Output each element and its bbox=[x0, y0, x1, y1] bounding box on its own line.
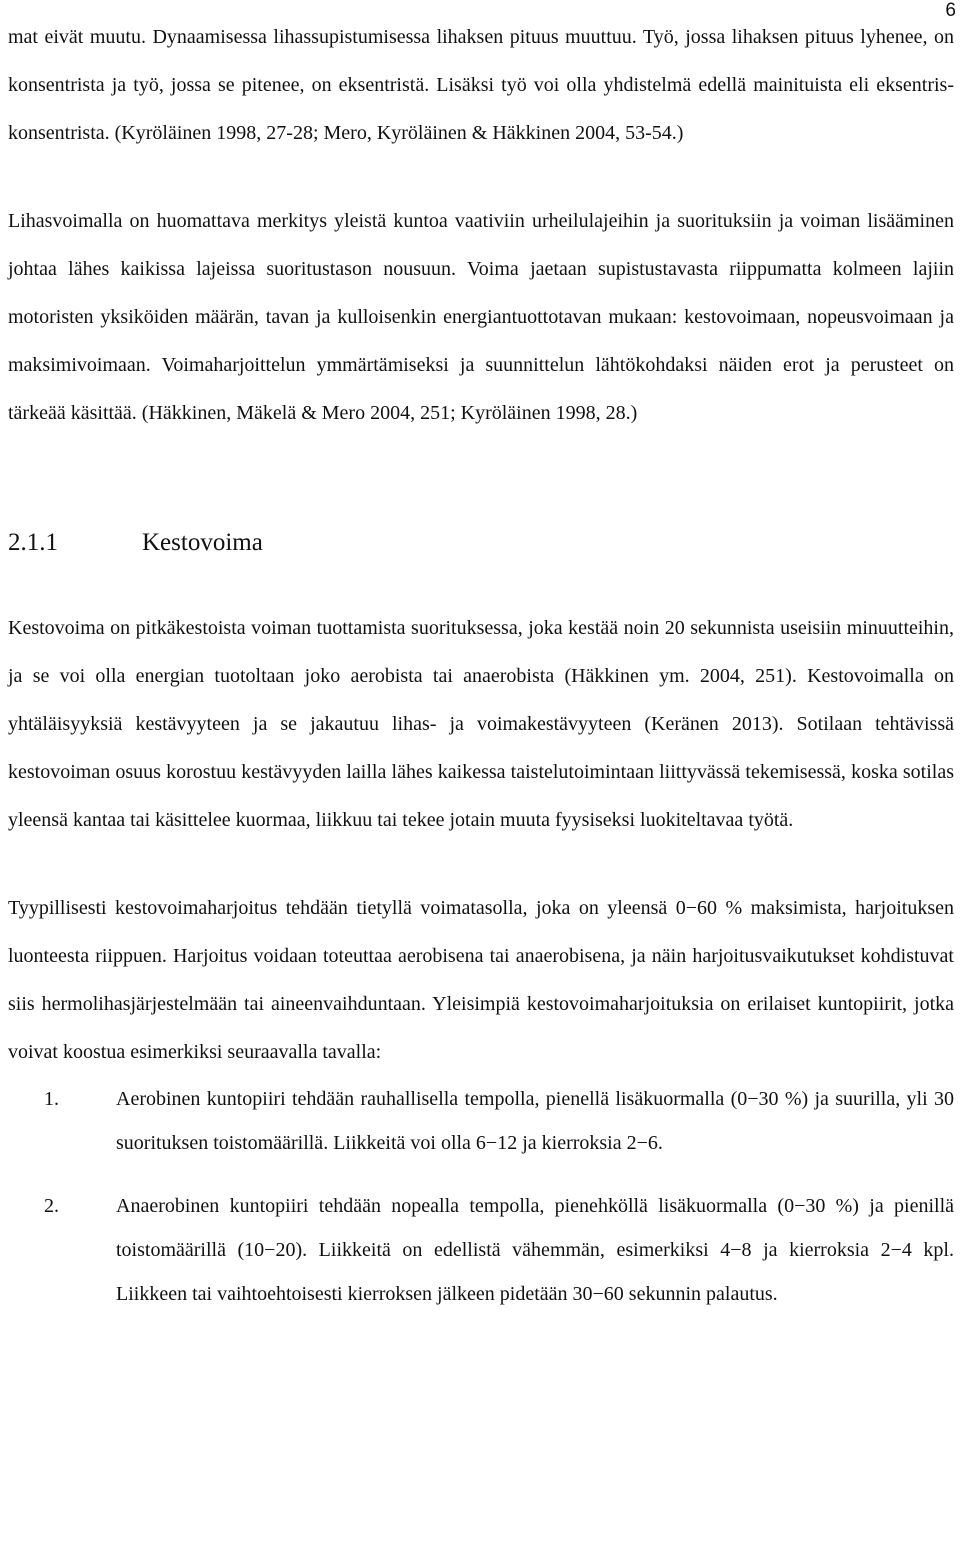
section-title: Kestovoima bbox=[142, 529, 263, 556]
document-body bbox=[8, 13, 954, 1316]
section-number: 2.1.1 bbox=[8, 529, 58, 556]
list-item bbox=[8, 1184, 954, 1316]
list-item-number: 2. bbox=[44, 1195, 59, 1217]
paragraph-muscle-strength: Lihasvoimalla on huomattava merkitys yleistä kuntoa vaativiin urheilulajeihin ja suorituksiin ja voiman lisääminen johtaa lähes kaikissa lajeissa suoritustason nousuun. Voima jaetaan supistustavasta riippumatta kolmeen lajiin motoristen yksiköiden määrän, tavan ja kulloisenkin energiantuottotavan mukaan: kestovoimaan, nopeusvoimaan ja maksimivoimaan. Voimaharjoittelun ymmärtämiseksi ja suunnittelun lähtökohdaksi näiden erot ja perusteet on tärkeää käsittää. (Häkkinen, Mäkelä & Mero 2004, 251; Kyröläinen 1998, 28.) bbox=[8, 210, 954, 424]
list-item-text: Anaerobinen kuntopiiri tehdään nopealla tempolla, pienehköllä lisäkuormalla (0−30 %) ja pienillä toistomäärillä (10−20). Liikkeitä on edellistä vähemmän, esimerkiksi 4−8 ja kierroksia 2−4 kpl. Liikkeen tai vaihtoehtoisesti kierroksen jälkeen pidetään 30−60 sekunnin palautus. bbox=[116, 1195, 954, 1305]
paragraph-endurance-training: Tyypillisesti kestovoimaharjoitus tehdään tietyllä voimatasolla, joka on yleensä 0−60 % maksimista, harjoituksen luonteesta riippuen. Harjoitus voidaan toteuttaa aerobisena tai anaerobisena, ja näin harjoitusvaikutukset kohdistuvat siis hermolihasjärjestelmään tai aineenvaihduntaan. Yleisimpiä kestovoimaharjoituksia on erilaiset kuntopiirit, jotka voivat koostua esimerkiksi seuraavalla tavalla: bbox=[8, 897, 954, 1063]
list-item-text: Aerobinen kuntopiiri tehdään rauhallisella tempolla, pienellä lisäkuormalla (0−30 %) ja suurilla, yli 30 suorituksen toistomäärillä. Liikkeitä voi olla 6−12 ja kierroksia 2−6. bbox=[116, 1088, 954, 1154]
page-number: 6 bbox=[945, 0, 956, 21]
list-item bbox=[8, 1077, 954, 1165]
circuit-training-list bbox=[8, 1077, 954, 1316]
paragraph-muscle-contraction: mat eivät muutu. Dynaamisessa lihassupistumisessa lihaksen pituus muuttuu. Työ, jossa lihaksen pituus lyhenee, on konsentrista ja työ, jossa se pitenee, on eksentristä. Lisäksi työ voi olla yhdistelmä edellä mainituista eli eksentris-konsentrista. (Kyröläinen 1998, 27-28; Mero, Kyröläinen & Häkkinen 2004, 53-54.) bbox=[8, 26, 954, 144]
section-heading bbox=[8, 519, 954, 567]
paragraph-endurance-strength: Kestovoima on pitkäkestoista voiman tuottamista suorituksessa, joka kestää noin 20 sekunnista useisiin minuutteihin, ja se voi olla energian tuotoltaan joko aerobista tai anaerobista (Häkkinen ym. 2004, 251). Kestovoimalla on yhtäläisyyksiä kestävyyteen ja se jakautuu lihas- ja voimakestävyyteen (Keränen 2013). Sotilaan tehtävissä kestovoiman osuus korostuu kestävyyden lailla lähes kaikessa taistelutoimintaan liittyvässä tekemisessä, koska sotilas yleensä kantaa tai käsittelee kuormaa, liikkuu tai tekee jotain muuta fyysiseksi luokiteltavaa työtä. bbox=[8, 617, 954, 831]
list-item-number: 1. bbox=[44, 1088, 59, 1110]
